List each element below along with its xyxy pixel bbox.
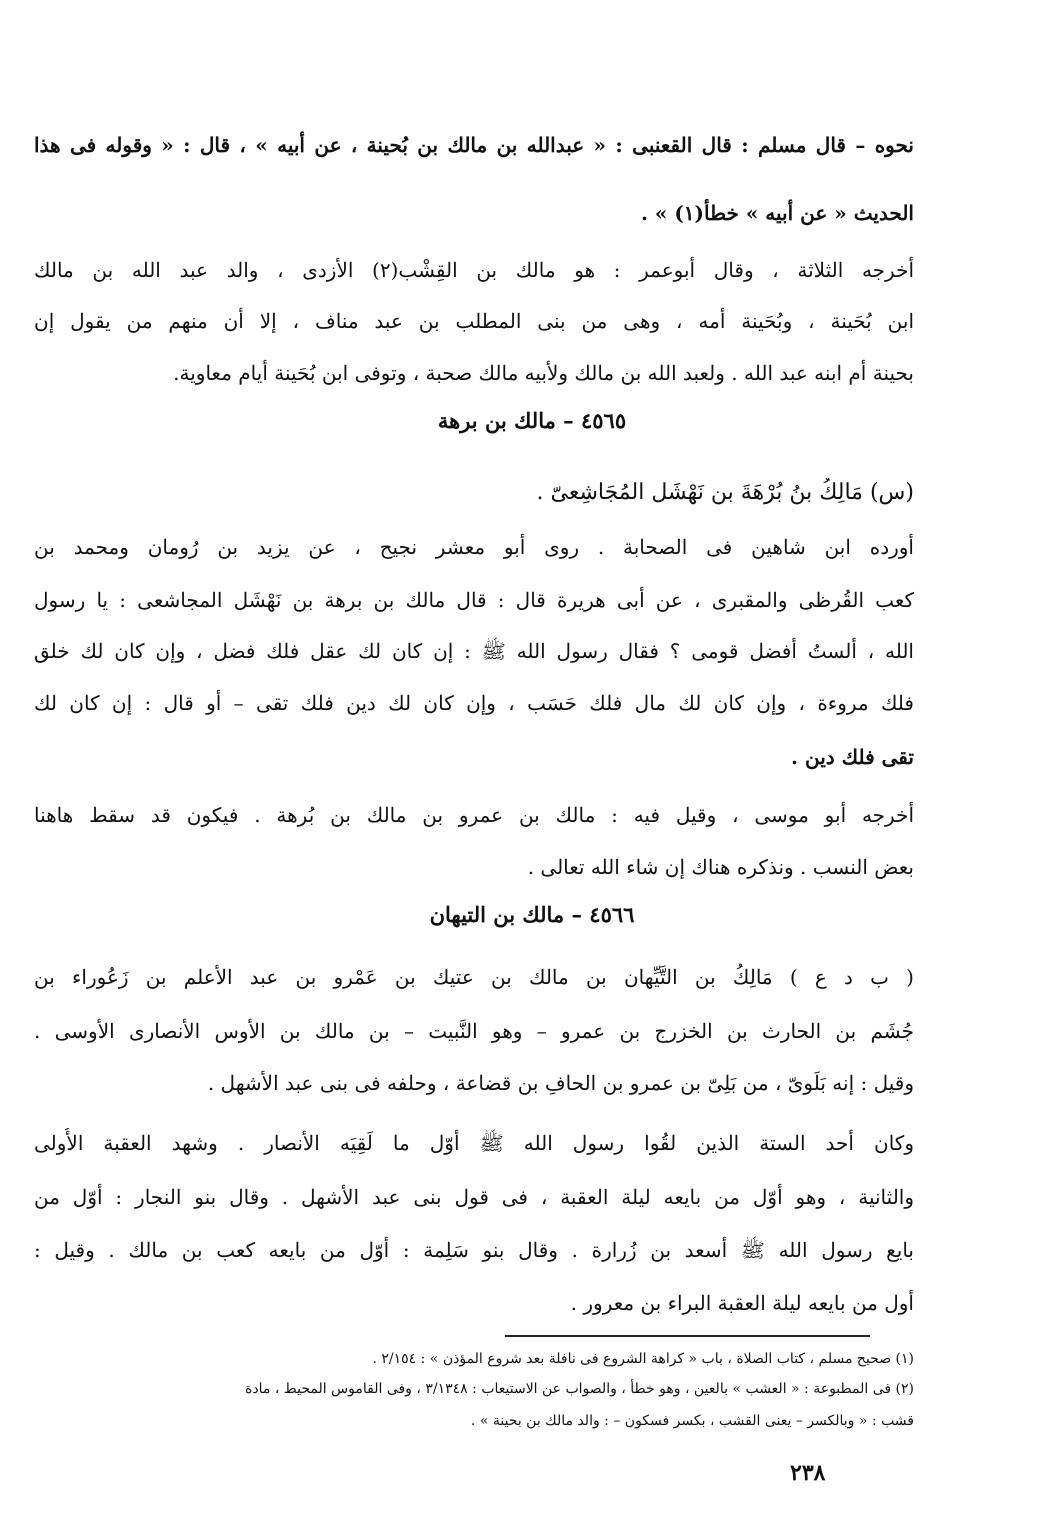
page-number: ٢٣٨ [790,1460,826,1486]
text-line: وقيل : إنه بَلَوىّ ، من بَلِىّ بن عمرو بن الحافِ بن قضاعة ، وحلفه فى بنى عبد الأشهل . [207,1071,914,1095]
text-line: (س) مَالِكُ بنُ بُرْهَةَ بن نَهْشَل المُجَاشِعىّ . [536,480,914,505]
text-line: وكان أحد الستة الذين لقُوا رسول الله ﷺ أوّل ما لَقِيَه الأنصار . وشهد العقبة الأُولى [34,1131,914,1155]
text-line: فلك مروءة ، وإن كان لك مال فلك حَسَب ، وإن كان لك دين فلك تقى – أو قال : إن كان لك [34,691,914,715]
text-line: تقى فلك دين . [791,745,914,769]
text-line: ابن بُحَينة ، وبُحَينة أمه ، وهى من بنى المطلب بن عبد مناف ، إلا أن منهم من يقول إن [34,309,914,333]
footnote: (١) صحيح مسلم ، كتاب الصلاة ، باب « كراهة الشروع فى نافلة بعد شروع المؤذن » : ٢/١٥٤ . [372,1351,914,1367]
footnote: (٢) فى المطبوعة : « العشب » بالعين ، وهو خطأ ، والصواب عن الاستيعاب : ٣/١٣٤٨ ، وفى القاموس المحيط ، مادة [245,1381,914,1397]
text-line: بايع رسول الله ﷺ أسعد بن زُرارة . وقال بنو سَلِمة : أوّل من بايعه كعب بن مالك . وقيل : [34,1238,914,1262]
text-line: جُشَم بن الحارث بن الخزرج بن عمرو – وهو النَّبيت – بن مالك بن الأوس الأنصارى الأوسى . [34,1019,914,1043]
text-line: أورده ابن شاهين فى الصحابة . روى أبو معشر نجيح ، عن يزيد بن رُومان ومحمد بن [34,535,914,559]
entry-heading: ٤٥٦٥ – مالك بن برهة [437,408,627,433]
text-line: بحينة أم ابنه عبد الله . ولعبد الله بن مالك ولأبيه مالك صحبة ، وتوفى ابن بُحَينة أيام معاوية. [173,361,914,385]
text-line: والثانية ، وهو أوّل من بايعه ليلة العقبة ، فى قول بنى عبد الأشهل . وقال بنو النجار : أوّل من [34,1185,914,1209]
text-line: الله ، ألستُ أفضل قومى ؟ فقال رسول الله ﷺ : إن كان لك عقل فلك فضل ، وإن كان لك خلق [34,639,914,663]
text-line: ( ب د ع ) مَالِكُ بن التَّيِّهان بن مالك بن عتيك بن عَمْرو بن عبد الأعلم بن زَعُوراء بن [34,965,914,989]
text-line: أخرجه أبو موسى ، وقيل فيه : مالك بن عمرو بن مالك بن بُرهة . فيكون قد سقط هاهنا [34,803,914,827]
text-line: أخرجه الثلاثة ، وقال أبوعمر : هو مالك بن القِشْب(٢) الأزدى ، والد عبد الله بن مالك [34,258,914,282]
text-line: نحوه – قال مسلم : قال القعنبى : « عبدالله بن مالك بن بُحينة ، عن أبيه » ، قال : « وقوله فى هذا [34,133,914,157]
text-line: كعب القُرظى والمقبرى ، عن أبى هريرة قال : قال مالك بن برهة بن نَهْشَل المجاشعى : يا رسول [34,588,914,612]
entry-heading: ٤٥٦٦ – مالك بن التيهان [429,902,635,927]
footnote: قشب : « وبالكسر – يعنى القشب ، بكسر فسكون – : والد مالك بن بحينة » . [470,1413,914,1429]
footnote-divider [505,1335,870,1337]
text-line: بعض النسب . ونذكره هناك إن شاء الله تعالى . [527,855,914,879]
text-line: الحديث « عن أبيه » خطأ(١) » . [640,201,914,225]
text-line: أول من بايعه ليلة العقبة البراء بن معرور . [570,1291,914,1315]
